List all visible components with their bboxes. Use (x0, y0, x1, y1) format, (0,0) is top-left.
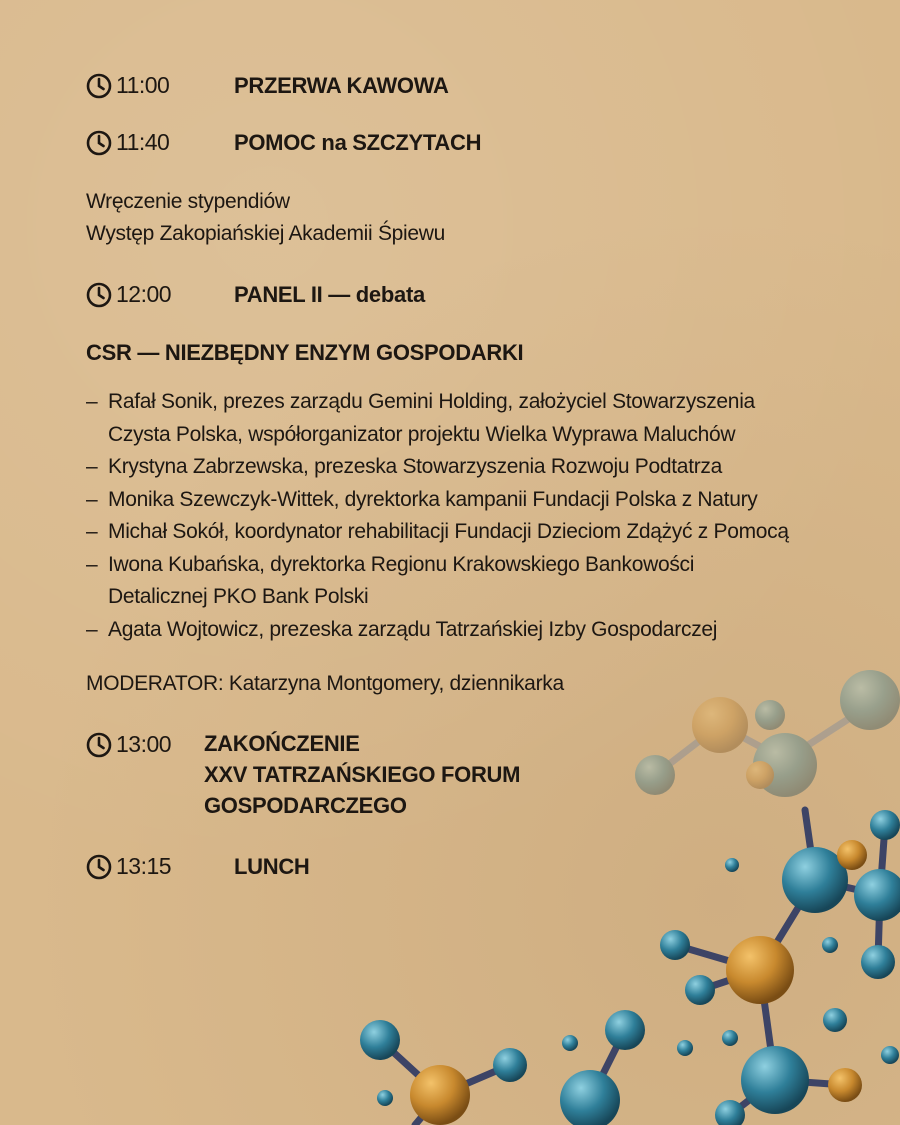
list-dash: – (86, 390, 98, 413)
panelist-line: Krystyna Zabrzewska, prezeska Stowarzyszenia Rozwoju Podtatrza (108, 455, 722, 478)
title-line: XXV TATRZAŃSKIEGO FORUM (204, 762, 521, 787)
schedule-title: PANEL II — debata (234, 281, 425, 307)
clock-icon (86, 854, 112, 880)
schedule-item-1315 (86, 853, 310, 880)
list-item (86, 516, 876, 549)
schedule-time: 11:40 (116, 129, 170, 155)
moderator-line: MODERATOR: Katarzyna Montgomery, dziennikarka (86, 672, 564, 695)
list-item (86, 614, 876, 647)
list-dash: – (86, 487, 98, 511)
panelist-line: Monika Szewczyk-Wittek, dyrektorka kampanii Fundacji Polska z Natury (108, 487, 758, 511)
title-line: GOSPODARCZEGO (204, 793, 407, 818)
schedule-time: 12:00 (116, 281, 172, 307)
list-item (86, 386, 876, 451)
panelist-line: Czysta Polska, współorganizator projektu Wielka Wyprawa Maluchów (108, 422, 736, 446)
panelist-line: Michał Sokół, koordynator rehabilitacji Fundacji Dzieciom Zdążyć z Pomocą (108, 520, 789, 543)
clock-icon (86, 130, 112, 156)
molecule-illustration (340, 660, 900, 1125)
list-dash: – (86, 617, 98, 641)
clock-icon (86, 282, 112, 308)
schedule-item-1300 (86, 731, 204, 758)
panelist-list (86, 386, 876, 646)
detail-line: Wręczenie stypendiów (86, 190, 290, 213)
schedule-time: 11:00 (116, 72, 170, 98)
schedule-item-1100 (86, 72, 449, 99)
detail-line: Występ Zakopiańskiej Akademii Śpiewu (86, 222, 446, 245)
list-item (86, 549, 876, 614)
list-item (86, 451, 876, 484)
clock-icon (86, 732, 112, 758)
panelist-line: Agata Wojtowicz, prezeska zarządu Tatrzańskiej Izby Gospodarczej (108, 617, 718, 641)
schedule-title: POMOC na SZCZYTACH (234, 129, 482, 155)
schedule-title: LUNCH (234, 853, 310, 879)
list-dash: – (86, 552, 98, 576)
panel-heading: CSR — NIEZBĘDNY ENZYM GOSPODARKI (86, 340, 524, 365)
schedule-time: 13:15 (116, 853, 172, 879)
list-item (86, 484, 876, 517)
panelist-line: Iwona Kubańska, dyrektorka Regionu Krakowskiego Bankowości (108, 552, 695, 576)
clock-icon (86, 73, 112, 99)
panelist-line: Detalicznej PKO Bank Polski (108, 585, 369, 608)
schedule-item-1200 (86, 281, 425, 308)
list-dash: – (86, 455, 98, 478)
title-line: ZAKOŃCZENIE (204, 731, 360, 756)
list-dash: – (86, 520, 98, 543)
schedule-item-1140 (86, 129, 481, 156)
schedule-time: 13:00 (116, 731, 172, 757)
pomoc-details (86, 186, 445, 250)
panelist-line: Rafał Sonik, prezes zarządu Gemini Holding, założyciel Stowarzyszenia (108, 390, 755, 413)
schedule-title: PRZERWA KAWOWA (234, 72, 449, 98)
